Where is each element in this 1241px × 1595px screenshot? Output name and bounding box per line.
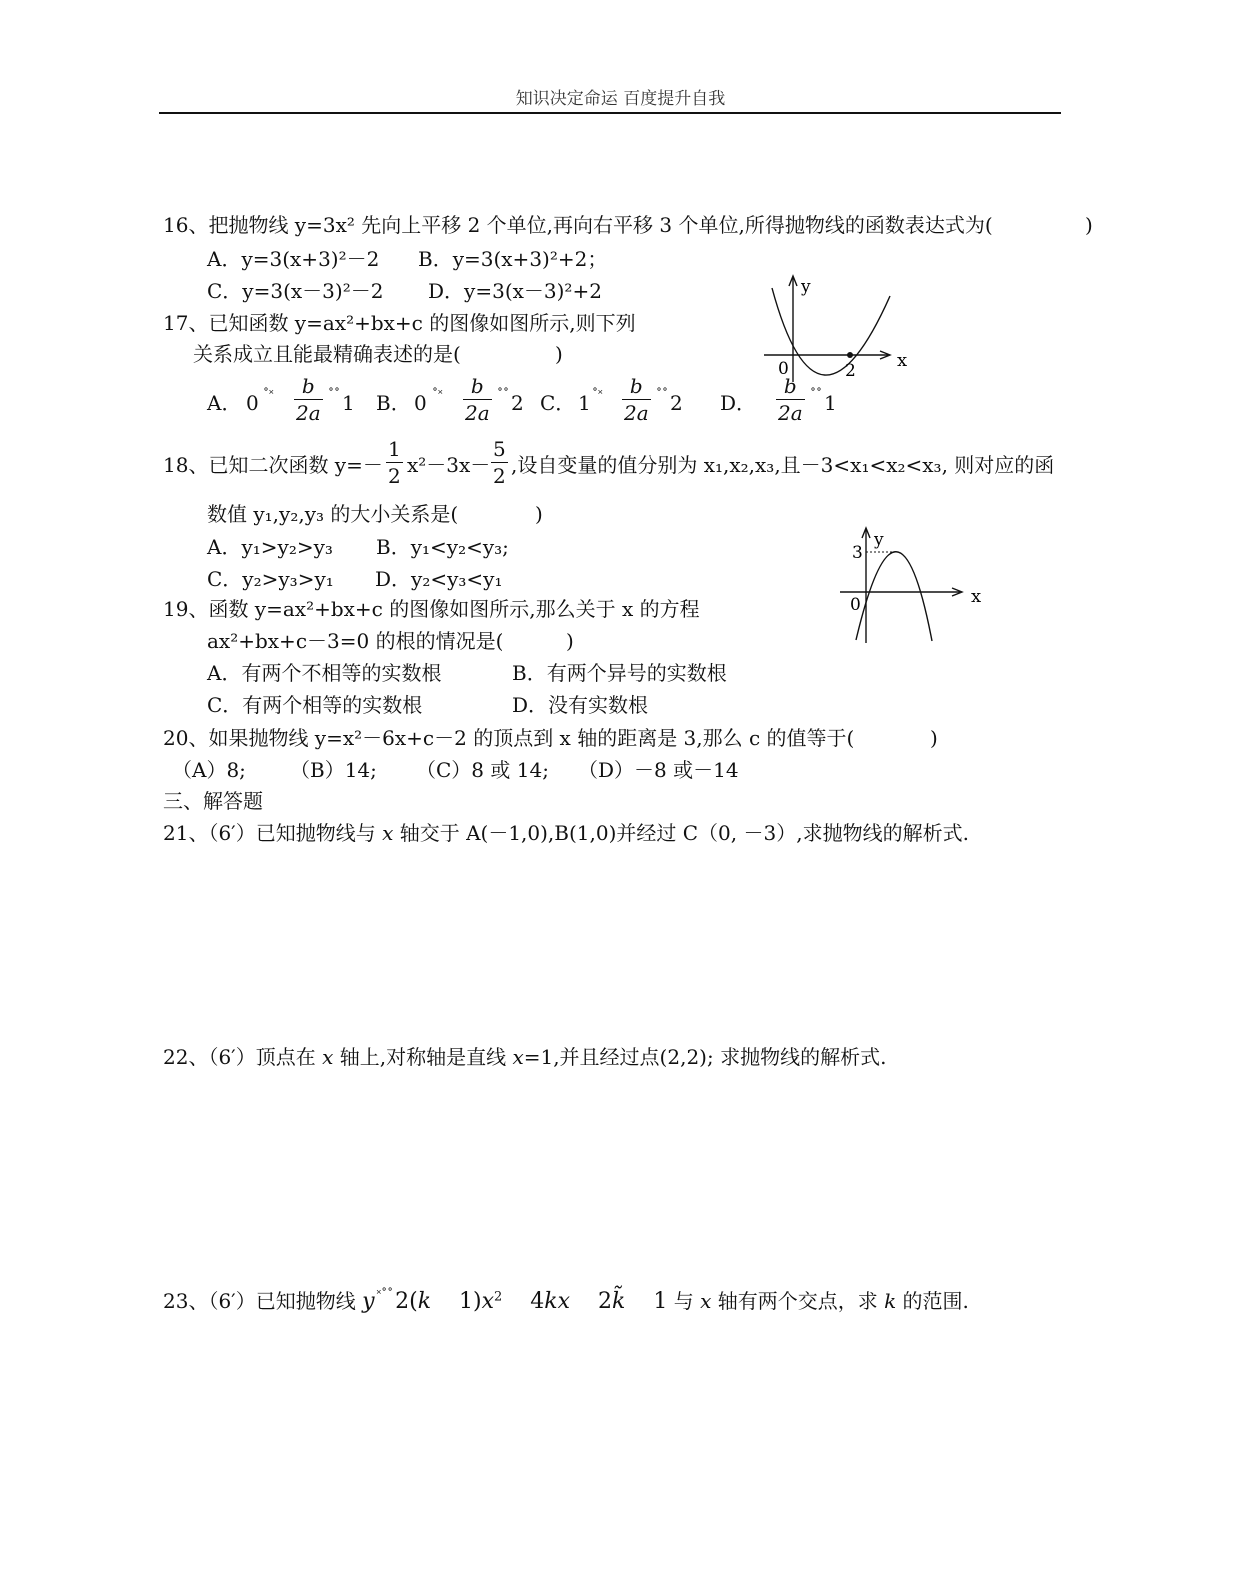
q20-option-a: （A）8; <box>172 758 246 782</box>
q17-option-c-lt-symbol: ˚˟ <box>592 387 603 401</box>
q22-eq-rest: =1,并且经过点(2,2); 求抛物线的解析式. <box>523 1045 887 1069</box>
fraction-numerator: 5 <box>493 437 506 461</box>
q20-option-d: （D）－8 或－14 <box>578 758 739 782</box>
x-label: x <box>971 586 982 607</box>
q23-mid: 与 <box>667 1289 701 1313</box>
q16-stem: 16、把抛物线 y=3x² 先向上平移 2 个单位,再向右平移 3 个单位,所得抛物线的函数表达式为( <box>163 213 993 237</box>
fraction-denominator: 2a <box>296 401 321 425</box>
fraction-denominator: 2a <box>778 401 803 425</box>
q17-option-a-label: A． <box>207 391 242 415</box>
q17-option-a-right: 1 <box>342 391 355 415</box>
q20-stem: 20、如果抛物线 y=x²－6x+c－2 的顶点到 x 轴的距离是 3,那么 c 的值等于( <box>163 726 855 750</box>
q23-question <box>163 1288 969 1313</box>
fraction-numerator: 1 <box>388 437 401 461</box>
q18-prefix: 18、已知二次函数 y=－ <box>163 453 383 477</box>
fraction-numerator: b <box>629 374 643 398</box>
q23-mid2: 轴有两个交点，求 <box>711 1289 885 1313</box>
q19-line1: 19、函数 y=ax²+bx+c 的图像如图所示,那么关于 x 的方程 <box>163 597 700 621</box>
q20-option-c: （C）8 或 14; <box>416 758 549 782</box>
q19-option-c: C．有两个相等的实数根 <box>207 693 423 717</box>
q18-option-c: C．y₂>y₃>y₁ <box>207 567 334 591</box>
q18-middle: x²－3x－ <box>407 453 491 477</box>
fraction-denominator: 2 <box>493 464 506 488</box>
q20-option-b: （B）14; <box>290 758 377 782</box>
q22-var-x: x <box>322 1045 334 1069</box>
q18-line2: 数值 y₁,y₂,y₃ 的大小关系是( <box>207 502 459 526</box>
q17-option-c-right: 2 <box>670 391 683 415</box>
y-label: y <box>874 530 884 550</box>
q16-close-paren: ) <box>1085 213 1093 237</box>
q17-option-b-left: 0 <box>414 391 427 415</box>
q18-close-paren: ) <box>535 502 543 526</box>
q16-option-d: D．y=3(x－3)²+2 <box>428 279 602 303</box>
q19-option-d: D．没有实数根 <box>512 693 649 717</box>
q23-formula-kx: kx <box>544 1289 571 1314</box>
q17-option-b-lt-symbol: ˚˟ <box>432 387 443 401</box>
q17-parabola-graph <box>760 270 920 390</box>
section-title-answer-questions: 三、解答题 <box>163 789 263 813</box>
q23-formula-part5: 1 <box>625 1289 668 1314</box>
q23-formula-part1: 2( <box>395 1289 418 1314</box>
q18-fraction-2 <box>491 439 508 486</box>
root-point <box>847 352 853 358</box>
q17-line2: 关系成立且能最精确表述的是( <box>193 342 461 366</box>
q18-fraction-1 <box>386 439 403 486</box>
q16-option-c: C．y=3(x－3)²－2 <box>207 279 384 303</box>
q19-line2: ax²+bx+c－3=0 的根的情况是( <box>207 629 504 653</box>
q17-option-a-le-symbol: ˚˚ <box>328 387 340 401</box>
q23-prefix: 23、（6′）已知抛物线 <box>163 1289 363 1313</box>
q21-prefix: 21、（6′）已知抛物线与 <box>163 821 383 845</box>
q19-parabola-graph <box>840 525 990 650</box>
q19-close-paren: ) <box>566 629 574 653</box>
q17-option-c-le-symbol: ˚˚ <box>656 387 668 401</box>
q22-question <box>163 1047 886 1067</box>
q17-option-c-fraction <box>622 376 651 423</box>
q23-suffix: 的范围. <box>896 1289 969 1313</box>
q23-formula-k2: k̃ <box>612 1289 626 1314</box>
q23-formula-x: x <box>481 1289 495 1314</box>
parabola-curve <box>856 552 932 641</box>
q17-option-d-lt-symbol: ˚˚ <box>810 387 822 401</box>
q18-option-a: A．y₁>y₂>y₃ <box>207 535 333 559</box>
q17-option-b-le-symbol: ˚˚ <box>497 387 509 401</box>
q21-suffix: 轴交于 A(－1,0),B(1,0)并经过 C（0, －3）,求抛物线的解析式. <box>393 821 969 845</box>
q17-option-d-right: 1 <box>824 391 837 415</box>
q18-suffix: ,设自变量的值分别为 x₁,x₂,x₃,且－3<x₁<x₂<x₃, 则对应的函 <box>511 453 1055 477</box>
q23-formula-part3: 4 <box>502 1289 545 1314</box>
fraction-denominator: 2a <box>624 401 649 425</box>
origin-label: 0 <box>850 595 861 615</box>
q20-close-paren: ) <box>930 726 938 750</box>
q17-option-b-label: B． <box>376 391 411 415</box>
q23-formula-part4: 2 <box>570 1289 613 1314</box>
q19-option-b: B．有两个异号的实数根 <box>512 661 727 685</box>
q23-formula-exponent: 2 <box>494 1289 503 1305</box>
q23-formula-symbol: ˟˚˚ <box>376 1287 394 1301</box>
q17-option-c-left: 1 <box>578 391 591 415</box>
q23-var-x: x <box>700 1289 712 1313</box>
q23-formula-part2: 1) <box>431 1289 482 1314</box>
fraction-numerator: b <box>783 374 797 398</box>
q17-option-b-right: 2 <box>511 391 524 415</box>
fraction-numerator: b <box>470 374 484 398</box>
q22-prefix: 22、（6′）顶点在 <box>163 1045 323 1069</box>
parabola-curve <box>772 288 890 375</box>
q21-question <box>163 823 969 843</box>
q23-var-k: k <box>884 1289 897 1313</box>
q17-option-c-label: C． <box>540 391 576 415</box>
y-label: y <box>801 277 811 297</box>
fraction-denominator: 2 <box>388 464 401 488</box>
q18-option-d: D．y₂<y₃<y₁ <box>375 567 503 591</box>
q22-mid: 轴上,对称轴是直线 <box>333 1045 513 1069</box>
q22-eq-var: x <box>512 1045 524 1069</box>
q17-option-b-fraction <box>463 376 492 423</box>
q17-option-d-label: D． <box>720 391 757 415</box>
q16-option-a: A．y=3(x+3)²－2 <box>207 247 380 271</box>
q23-formula-y: y <box>362 1289 375 1314</box>
q17-option-a-left: 0 <box>246 391 259 415</box>
q18-option-b: B．y₁<y₂<y₃; <box>376 535 509 559</box>
q17-option-a-fraction <box>294 376 323 423</box>
q17-option-a-lt-symbol: ˚˟ <box>263 387 274 401</box>
q16-option-b: B．y=3(x+3)²+2； <box>418 247 608 271</box>
q17-close-paren: ) <box>555 342 563 366</box>
origin-label: 0 <box>778 359 789 379</box>
q23-formula-k1: k <box>417 1289 432 1314</box>
peak-label: 3 <box>852 543 863 563</box>
q21-var-x: x <box>382 821 394 845</box>
header-rule <box>159 112 1061 114</box>
fraction-numerator: b <box>301 374 315 398</box>
fraction-denominator: 2a <box>465 401 490 425</box>
page-header: 知识决定命运 百度提升自我 <box>515 89 726 109</box>
root-label: 2 <box>845 361 856 381</box>
q17-line1: 17、已知函数 y=ax²+bx+c 的图像如图所示,则下列 <box>163 311 636 335</box>
q19-option-a: A．有两个不相等的实数根 <box>207 661 442 685</box>
x-label: x <box>897 350 908 371</box>
